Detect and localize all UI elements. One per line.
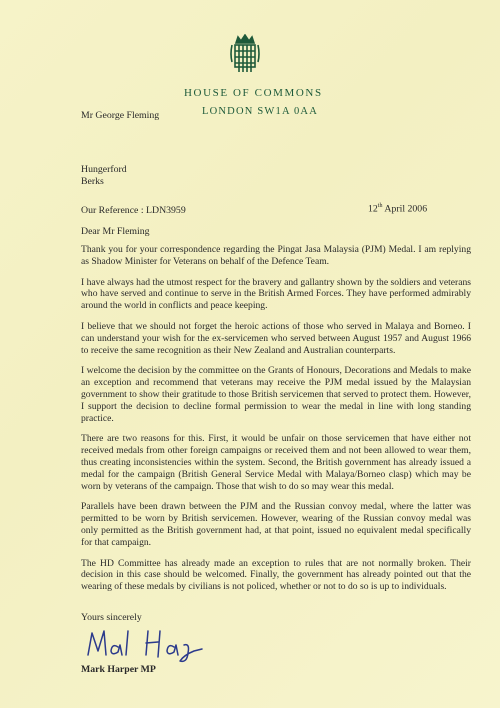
letter-date [368,203,427,214]
handwritten-signature [84,625,214,665]
date-rest: April 2006 [382,203,428,215]
signer-name: Mark Harper MP [81,664,156,675]
paragraph: I believe that we should not forget the heroic actions of those who served in Malaya and Borneo. I can understand your wish for the ex-servicemen who served between August 1957 and August 1966 to receive the same recognition as their New Zealand and Australian counterparts. [81,320,471,356]
paragraph: I have always had the utmost respect for the bravery and gallantry shown by the soldiers and veterans who have served and continue to serve in the British Armed Forces. They have performed admirably around the world in conflicts and peace keeping. [81,276,471,312]
recipient-name: Mr George Fleming [81,110,160,121]
paragraph: Thank you for your correspondence regarding the Pingat Jasa Malaysia (PJM) Medal. I am replying as Shadow Minister for Veterans on behalf of the Defence Team. [81,244,471,267]
paragraph: The HD Committee has already made an exception to rules that are not normally broken. Their decision in this case should be welcomed. Finally, the government has already pointed out that the wearing of these medals by civilians is not policed, whether or not to do so is up to individuals. [81,557,471,593]
portcullis-icon [227,34,263,76]
letter-body [81,244,471,602]
paragraph: I welcome the decision by the committee on the Grants of Honours, Decorations and Medals to make an exception and recommend that veterans may receive the PJM medal issued by the Malaysian government to show their gratitude to those British servicemen that served to protect them. However, I support the decision to decline formal permission to wear the medal in line with long standing practice. [81,365,471,424]
recipient-town: Hungerford [81,164,127,175]
recipient-county: Berks [81,176,104,187]
closing: Yours sincerely [81,612,142,623]
paragraph: There are two reasons for this. First, it would be unfair on those servicemen that have either not received medals from other foreign campaigns or received them and not been allowed to wear them, thus creating inconsistencies within the system. Second, the British government has already issued a medal for the campaign (British General Service Medal with Malaya/Borneo clasp) which may be worn by veterans of the campaign. Those that wish to do so may wear this medal. [81,433,471,492]
paragraph: Parallels have been drawn between the PJM and the Russian convoy medal, where the latter was permitted to be worn by British servicemen. However, wearing of the Russian convoy medal was only permitted as the British government had, at that point, issued no equivalent medal specifically for that campaign. [81,501,471,548]
salutation: Dear Mr Fleming [81,226,150,237]
organisation-address: LONDON SW1A 0AA [202,106,318,117]
date-day: 12 [368,203,378,215]
date-suffix: th [377,203,383,209]
reference-number: Our Reference : LDN3959 [81,205,186,216]
organisation-name: HOUSE OF COMMONS [184,87,323,99]
